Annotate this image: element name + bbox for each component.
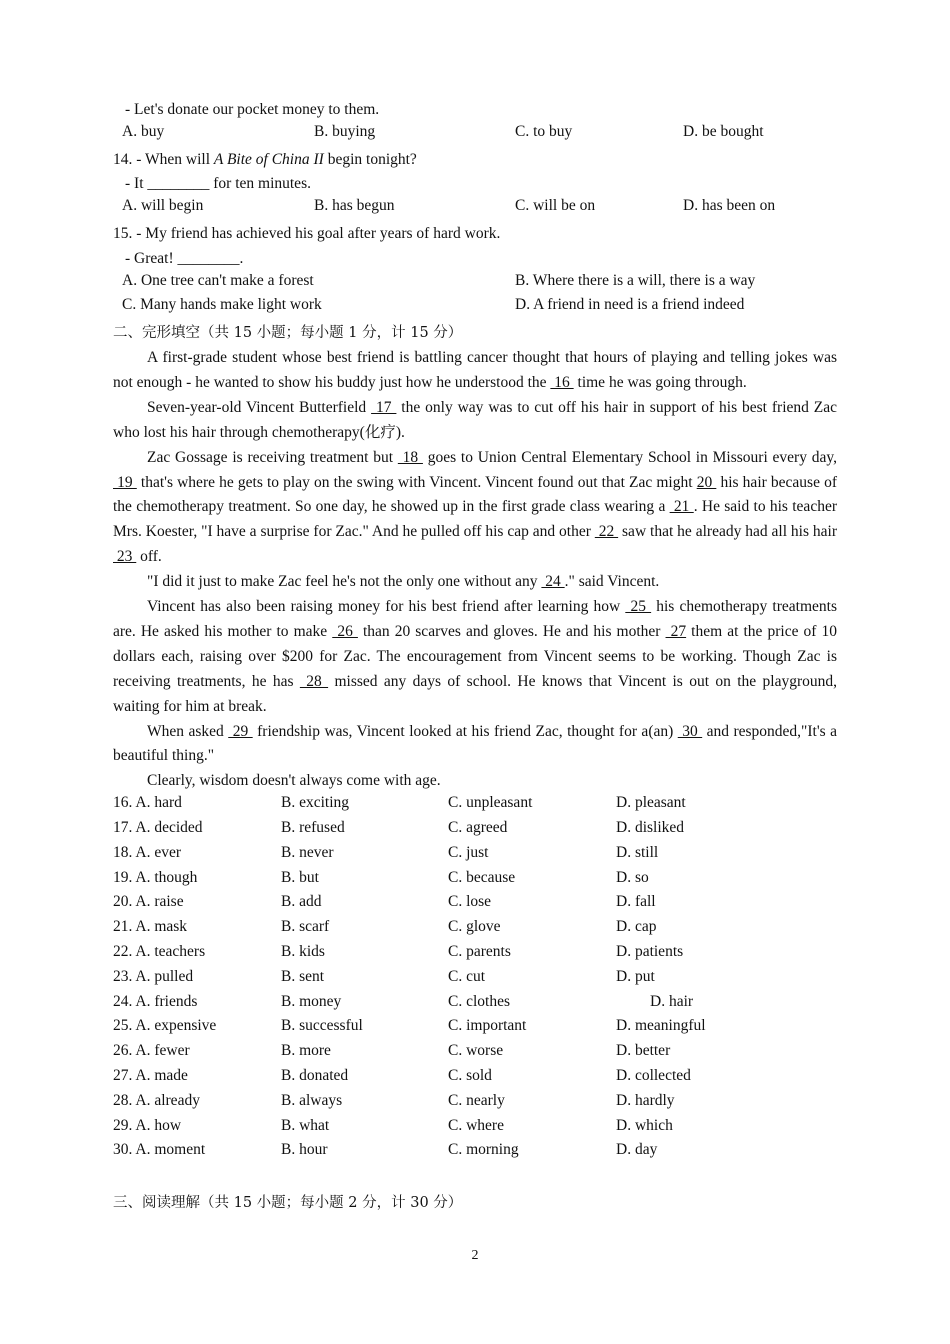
cloze-option-a: 18. A. ever <box>113 843 182 861</box>
q14-option-d: D. has been on <box>683 197 776 215</box>
cloze-option-a: 25. A. expensive <box>113 1017 217 1035</box>
cloze-option-row <box>113 869 837 894</box>
cloze-option-row <box>113 943 837 968</box>
cloze-option-c: C. clothes <box>448 992 510 1010</box>
cloze-option-d: D. disliked <box>616 819 685 837</box>
cloze-option-c: C. just <box>448 843 489 861</box>
cloze-option-b: B. exciting <box>281 794 350 812</box>
cloze-option-a: 19. A. though <box>113 868 198 886</box>
cloze-option-c: C. important <box>448 1017 527 1035</box>
cloze-option-row <box>113 1042 837 1067</box>
passage-paragraph-3: Zac Gossage is receiving treatment but 18 goes to Union Central Elementary School in Missouri every day, 19 that's where he gets to play on the swing with Vincent. Vincent found out that Zac might 20 his hair because of the chemotherapy treatment. So one day, he showed up in the first grade class wearing a 21 . He said to his teacher Mrs. Koester, "I have a surprise for Zac." And he pulled off his cap and other 22 saw that he already had all his hair 23 off. <box>113 448 838 566</box>
q15-options-row2 <box>113 296 837 321</box>
cloze-option-c: C. because <box>448 868 516 886</box>
q14-reply: - It ________ for ten minutes. <box>125 175 311 193</box>
cloze-option-a: 28. A. already <box>113 1091 200 1109</box>
q15-question: 15. - My friend has achieved his goal after years of hard work. <box>113 224 501 242</box>
cloze-option-a: 26. A. fewer <box>113 1042 190 1060</box>
blank-18: 18 <box>397 448 423 466</box>
cloze-option-row <box>113 993 837 1018</box>
cloze-option-d: D. fall <box>616 893 656 911</box>
passage-paragraph-6: When asked 29 friendship was, Vincent looked at his friend Zac, thought for a(an) 30 and responded,"It's a beautiful thing." <box>113 722 838 765</box>
cloze-option-a: 20. A. raise <box>113 893 184 911</box>
cloze-option-c: C. morning <box>448 1141 519 1159</box>
q15-option-a: A. One tree can't make a forest <box>122 271 314 289</box>
blank-25: 25 <box>625 598 652 616</box>
q13-option-d: D. be bought <box>683 122 764 140</box>
cloze-option-c: C. lose <box>448 893 492 911</box>
passage-paragraph-1: A first-grade student whose best friend is battling cancer thought that hours of playing and telling jokes was not enough - he wanted to show his buddy just how he understood the 16 time he was going through. <box>113 348 837 391</box>
cloze-option-d: D. collected <box>616 1067 691 1085</box>
blank-26: 26 <box>332 622 358 640</box>
cloze-option-b: B. add <box>281 893 322 911</box>
q15-option-c: C. Many hands make light work <box>122 296 322 314</box>
q15-reply: - Great! ________. <box>125 249 244 267</box>
cloze-option-a: 29. A. how <box>113 1116 182 1134</box>
cloze-option-b: B. money <box>281 992 342 1010</box>
blank-16: 16 <box>550 373 574 391</box>
cloze-option-d: D. better <box>616 1042 671 1060</box>
cloze-option-b: B. never <box>281 843 334 861</box>
cloze-option-b: B. hour <box>281 1141 328 1159</box>
cloze-option-d: D. meaningful <box>616 1017 706 1035</box>
cloze-option-d: D. hardly <box>616 1091 675 1109</box>
q13-option-a: A. buy <box>122 122 165 140</box>
cloze-options <box>113 794 837 1166</box>
cloze-option-row <box>113 794 837 819</box>
blank-22: 22 <box>594 523 619 541</box>
q15-option-b: B. Where there is a will, there is a way <box>515 271 756 289</box>
cloze-option-c: C. worse <box>448 1042 504 1060</box>
passage-paragraph-5: Vincent has also been raising money for his best friend after learning how 25 his chemotherapy treatments are. He asked his mother to make 26 than 20 scarves and gloves. He and his mother 27 them at the price of 10 dollars each, raising over $200 for Zac. The encouragement from Vincent seems to be working. Though Zac is receiving treatments, he has 28 missed any days of school. He knows that Vincent is out on the playground, waiting for him at break. <box>113 598 838 715</box>
cloze-option-c: C. parents <box>448 943 511 961</box>
cloze-option-c: C. sold <box>448 1067 492 1085</box>
cloze-option-a: 17. A. decided <box>113 819 203 837</box>
q13-options <box>113 123 837 148</box>
cloze-option-d: D. pleasant <box>616 794 686 812</box>
cloze-option-c: C. where <box>448 1116 504 1134</box>
cloze-option-d: D. which <box>616 1116 673 1134</box>
cloze-option-b: B. successful <box>281 1017 363 1035</box>
cloze-option-c: C. glove <box>448 918 501 936</box>
cloze-option-d: D. so <box>616 868 649 886</box>
cloze-option-row <box>113 1017 837 1042</box>
passage-paragraph-7: Clearly, wisdom doesn't always come with age. <box>147 772 441 790</box>
cloze-option-a: 23. A. pulled <box>113 967 194 985</box>
cloze-option-row <box>113 1117 837 1142</box>
blank-28: 28 <box>299 672 329 690</box>
section3-heading: 三、阅读理解（共 15 小题；每小题 2 分，计 30 分） <box>113 1195 463 1212</box>
cloze-option-b: B. kids <box>281 943 325 961</box>
cloze-option-b: B. what <box>281 1116 330 1134</box>
cloze-option-b: B. refused <box>281 819 345 837</box>
cloze-option-c: C. nearly <box>448 1091 505 1109</box>
cloze-option-row <box>113 918 837 943</box>
q13-option-c: C. to buy <box>515 122 573 140</box>
program-title: A Bite of China II <box>213 150 324 168</box>
cloze-option-a: 24. A. friends <box>113 992 198 1010</box>
cloze-option-a: 27. A. made <box>113 1067 188 1085</box>
q13-reply: - Let's donate our pocket money to them. <box>125 101 380 118</box>
cloze-option-b: B. sent <box>281 967 325 985</box>
cloze-option-d: D. day <box>616 1141 658 1159</box>
cloze-option-a: 22. A. teachers <box>113 943 206 961</box>
page-number: 2 <box>471 1248 479 1263</box>
q15-option-d: D. A friend in need is a friend indeed <box>515 296 745 314</box>
blank-17: 17 <box>371 398 397 416</box>
q13-option-b: B. buying <box>314 122 376 140</box>
q14-option-b: B. has begun <box>314 197 395 215</box>
section2-heading: 二、完形填空（共 15 小题；每小题 1 分，计 15 分） <box>113 325 463 342</box>
cloze-option-c: C. cut <box>448 967 486 985</box>
cloze-option-d: D. still <box>616 843 659 861</box>
blank-19: 19 <box>113 473 137 491</box>
cloze-option-row <box>113 844 837 869</box>
blank-29: 29 <box>228 722 253 740</box>
blank-24: 24 <box>541 573 565 591</box>
cloze-option-row <box>113 819 837 844</box>
cloze-option-b: B. donated <box>281 1067 349 1085</box>
blank-20: 20 <box>696 473 717 491</box>
cloze-option-d: D. hair <box>650 992 694 1010</box>
cloze-option-b: B. always <box>281 1091 343 1109</box>
cloze-option-row <box>113 893 837 918</box>
cloze-option-b: B. more <box>281 1042 331 1060</box>
cloze-option-row <box>113 968 837 993</box>
blank-27: 27 <box>665 622 687 640</box>
cloze-option-d: D. cap <box>616 918 657 936</box>
cloze-option-c: C. agreed <box>448 819 508 837</box>
cloze-option-c: C. unpleasant <box>448 794 533 812</box>
cloze-option-b: B. scarf <box>281 918 330 936</box>
q14-option-a: A. will begin <box>122 197 204 215</box>
cloze-option-a: 21. A. mask <box>113 918 188 936</box>
passage-paragraph-4: "I did it just to make Zac feel he's not the only one without any 24 ." said Vincent. <box>147 573 660 591</box>
cloze-option-d: D. put <box>616 967 655 985</box>
exam-page <box>113 98 837 1216</box>
cloze-option-row <box>113 1092 837 1117</box>
q14-option-c: C. will be on <box>515 197 596 215</box>
blank-30: 30 <box>677 722 703 740</box>
q14-question: 14. - When will A Bite of China II begin tonight? <box>113 150 417 168</box>
cloze-option-d: D. patients <box>616 943 684 961</box>
cloze-option-a: 30. A. moment <box>113 1141 206 1159</box>
blank-23: 23 <box>113 548 137 566</box>
passage-paragraph-2: Seven-year-old Vincent Butterfield 17 the only way was to cut off his hair in support of his best friend Zac who lost his hair through chemotherapy(化疗). <box>113 398 838 441</box>
q14-options <box>113 197 837 222</box>
cloze-option-a: 16. A. hard <box>113 794 182 812</box>
cloze-option-b: B. but <box>281 868 319 886</box>
blank-21: 21 <box>669 498 694 516</box>
cloze-option-row <box>113 1141 837 1166</box>
cloze-option-row <box>113 1067 837 1092</box>
q15-options-row1 <box>113 272 837 297</box>
